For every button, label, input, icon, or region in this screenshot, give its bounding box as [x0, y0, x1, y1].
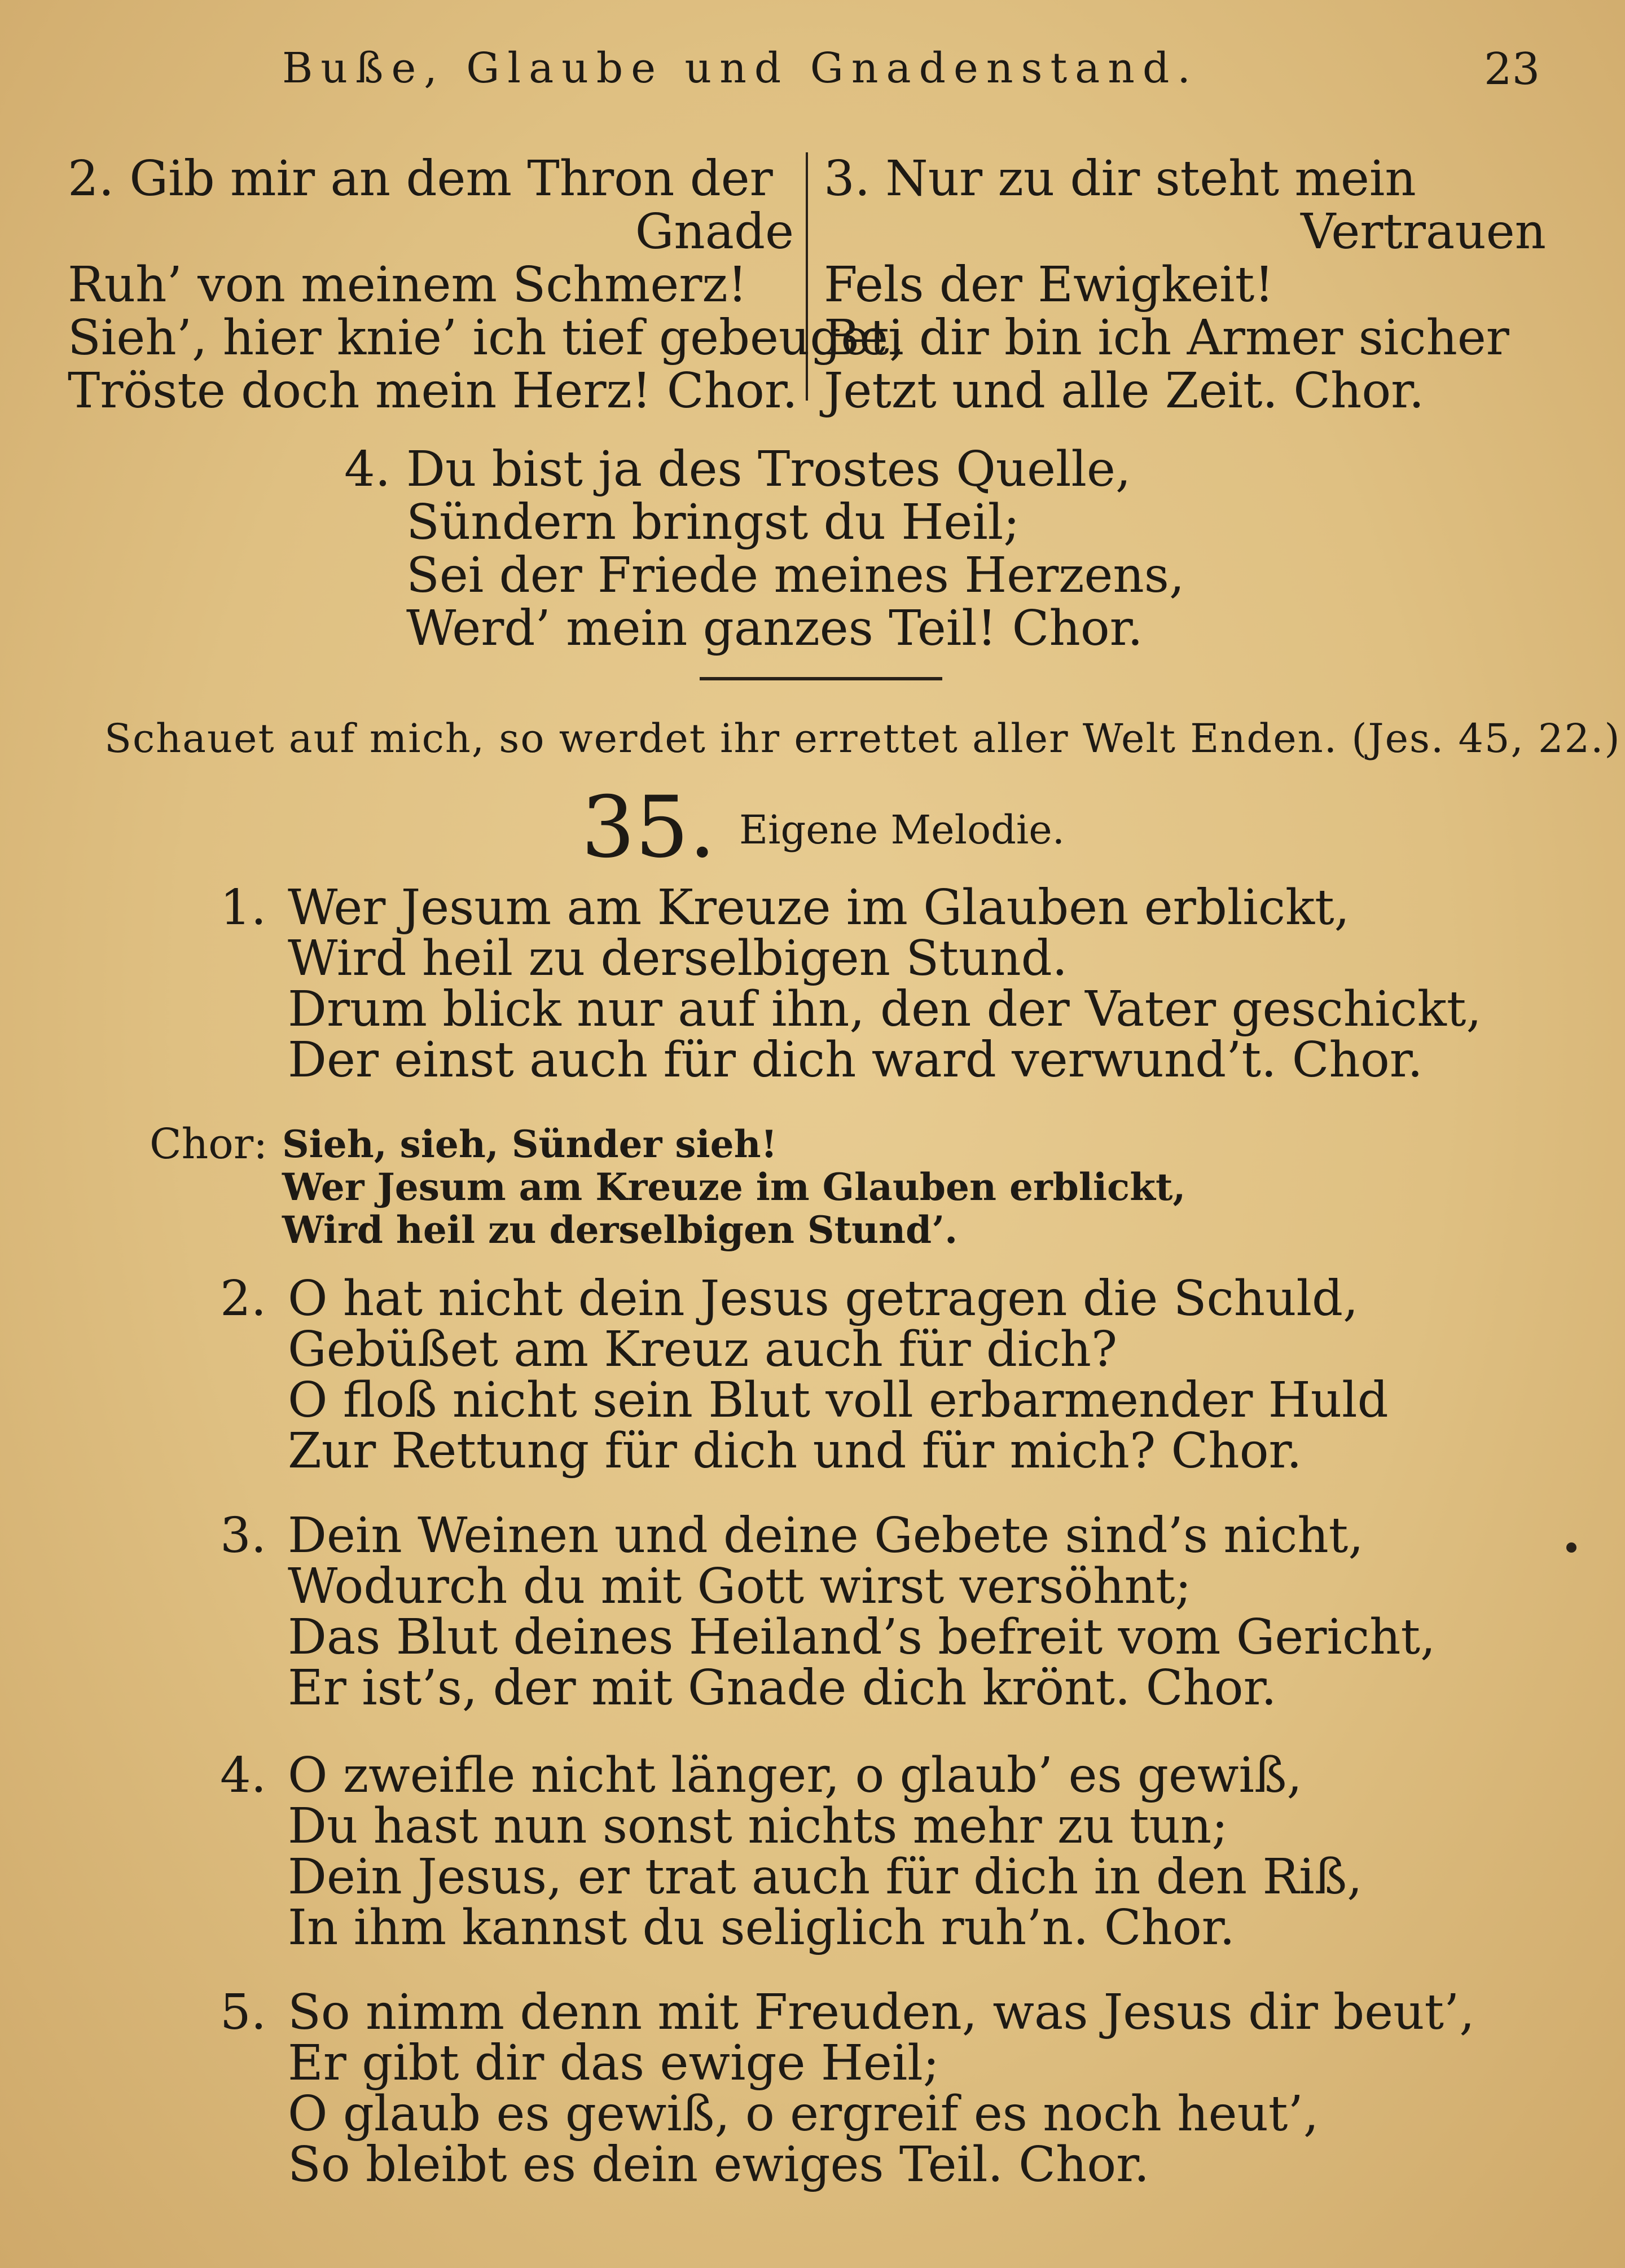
verse4-line-1: Du bist ja des Trostes Quelle,: [406, 441, 1131, 498]
verse3-line-5: Jetzt und alle Zeit. Chor.: [824, 363, 1425, 419]
hymn-verse2-line-4: Zur Rettung für dich und für mich? Chor.: [288, 1423, 1302, 1479]
hymn-verse3-line-1: Dein Weinen und deine Gebete sind’s nicht,: [288, 1507, 1364, 1564]
verse3-line-4: Bei dir bin ich Armer sicher: [824, 310, 1509, 366]
hymn-verse1-number: 1.: [220, 880, 267, 936]
hymn-verse4-number: 4.: [220, 1747, 267, 1804]
verse4-number: 4.: [344, 441, 391, 498]
verse2-line-5: Tröste doch mein Herz! Chor.: [68, 363, 798, 419]
verse3-line-1: Nur zu dir steht mein: [885, 151, 1416, 207]
section-header-title: Buße, Glaube und Gnadenstand.: [282, 44, 1198, 93]
hymn-verse2-line-2: Gebüßet am Kreuz auch für dich?: [288, 1321, 1118, 1378]
verse2-line-3: Ruh’ von meinem Schmerz!: [68, 257, 748, 313]
hymn-verse1-line-2: Wird heil zu derselbigen Stund.: [288, 930, 1068, 987]
hymn-verse5-number: 5.: [220, 1984, 267, 2041]
verse2-line-4: Sieh’, hier knie’ ich tief gebeuget,: [68, 310, 905, 366]
hymn-verse5-line-1: So nimm denn mit Freuden, was Jesus dir beut’,: [288, 1984, 1475, 2041]
chorus-line-2: Wer Jesum am Kreuze im Glauben erblickt,: [282, 1165, 1186, 1209]
hymn-verse1-line-1: Wer Jesum am Kreuze im Glauben erblickt,: [288, 880, 1350, 936]
chorus-line-3: Wird heil zu derselbigen Stund’.: [282, 1208, 958, 1252]
verse3-line-1-with-number: [824, 152, 1416, 205]
verse3-line-3: Fels der Ewigkeit!: [824, 257, 1274, 313]
verse4-line-2: Sündern bringst du Heil;: [406, 494, 1020, 551]
chorus-line-1: Sieh, sieh, Sünder sieh!: [282, 1122, 778, 1166]
verse2-line-1-with-number: [68, 152, 773, 205]
hymn-verse1-line-3: Drum blick nur auf ihn, den der Vater geschickt,: [288, 981, 1482, 1038]
chorus-label: Chor:: [150, 1120, 268, 1168]
hymn-verse4-line-3: Dein Jesus, er trat auch für dich in den Riß,: [288, 1849, 1363, 1905]
melody-note: Eigene Melodie.: [739, 807, 1065, 853]
verse3-line-2: Vertrauen: [1301, 204, 1546, 260]
hymn-verse1-line-4: Der einst auch für dich ward verwund’t. Chor.: [288, 1032, 1423, 1088]
verse2-line-2: Gnade: [635, 204, 794, 260]
hymn-verse5-line-4: So bleibt es dein ewiges Teil. Chor.: [288, 2137, 1150, 2193]
hymn-verse5-line-3: O glaub es gewiß, o ergreif es noch heut’,: [288, 2086, 1319, 2142]
scripture-epigraph: Schauet auf mich, so werdet ihr errettet aller Welt Enden. (Jes. 45, 22.): [104, 715, 1621, 762]
verse4-line-3: Sei der Friede meines Herzens,: [406, 547, 1185, 604]
hymn-verse2-line-1: O hat nicht dein Jesus getragen die Schuld,: [288, 1271, 1359, 1327]
ink-speck: [1566, 1542, 1576, 1553]
hymn-verse5-line-2: Er gibt dir das ewige Heil;: [288, 2035, 939, 2091]
hymn-verse3-line-4: Er ist’s, der mit Gnade dich krönt. Chor.: [288, 1660, 1277, 1716]
hymn-verse3-line-3: Das Blut deines Heiland’s befreit vom Gericht,: [288, 1609, 1436, 1665]
hymn-verse4-line-4: In ihm kannst du seliglich ruh’n. Chor.: [288, 1900, 1235, 1956]
hymn-verse2-number: 2.: [220, 1271, 267, 1327]
verse2-line-1: Gib mir an dem Thron der: [129, 151, 773, 207]
hymn-verse3-number: 3.: [220, 1507, 267, 1564]
hymn-number: 35.: [581, 779, 716, 877]
hymn-verse3-line-2: Wodurch du mit Gott wirst versöhnt;: [288, 1558, 1192, 1615]
hymn-verse4-line-1: O zweifle nicht länger, o glaub’ es gewiß,: [288, 1747, 1302, 1804]
verse3-number: 3.: [824, 151, 871, 207]
verse4-line-4: Werd’ mein ganzes Teil! Chor.: [406, 600, 1143, 657]
page-number: 23: [1484, 44, 1540, 95]
hymn-verse2-line-3: O floß nicht sein Blut voll erbarmender Huld: [288, 1372, 1389, 1429]
hymn-verse4-line-2: Du hast nun sonst nichts mehr zu tun;: [288, 1798, 1228, 1854]
hymn-divider-rule: [700, 677, 942, 680]
verse2-number: 2.: [68, 151, 115, 207]
